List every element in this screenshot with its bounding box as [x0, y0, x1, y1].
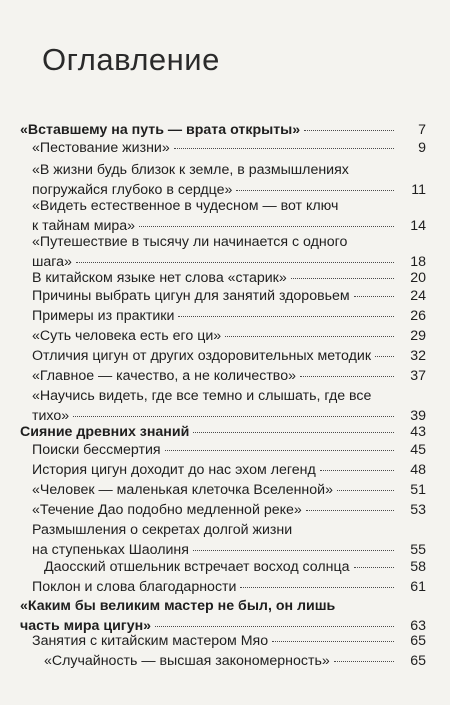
- toc-entry: [32, 500, 398, 520]
- toc-page-number: 51: [410, 482, 426, 498]
- dot-leader: [165, 450, 394, 451]
- toc-entry-title: «Вставшему на путь — врата открыты»: [20, 122, 301, 138]
- toc-page-number: 26: [410, 308, 426, 324]
- toc-entry: [32, 520, 398, 560]
- toc-entry-title: тихо»: [32, 408, 70, 424]
- toc-entry-title: «Течение Дао подобно медленной реке»: [32, 502, 302, 518]
- toc-entry: [32, 366, 398, 386]
- toc-page-number: 29: [410, 328, 426, 344]
- toc-entry-title: погружайся глубоко в сердце»: [32, 182, 233, 198]
- dot-leader: [300, 376, 394, 377]
- toc-entry-title: Примеры из практики: [32, 308, 175, 324]
- dot-leader: [320, 470, 394, 471]
- toc-entry: [20, 596, 398, 636]
- toc-entry: [32, 480, 398, 500]
- toc-entry-title: Сияние древних знаний: [20, 424, 190, 440]
- toc-entry-title: часть мира цигун»: [20, 618, 152, 634]
- dot-leader: [236, 190, 394, 191]
- toc-page-number: 39: [410, 408, 426, 424]
- toc-entry-title: на ступеньках Шаолиня: [32, 542, 189, 558]
- toc-entry: [32, 440, 398, 460]
- toc-page-number: 58: [410, 559, 426, 575]
- toc-entry: [32, 631, 398, 651]
- toc-entry: [32, 268, 398, 288]
- toc-entry-title: В китайском языке нет слова «старик»: [32, 270, 287, 286]
- dot-leader: [272, 641, 394, 642]
- dot-leader: [193, 432, 394, 433]
- toc-entry-title: Занятия с китайским мастером Мяо: [32, 633, 269, 649]
- toc-entry: [32, 460, 398, 480]
- toc-entry-title: «Главное — качество, а не количество»: [32, 368, 296, 384]
- dot-leader: [375, 356, 394, 357]
- toc-page-number: 45: [410, 442, 426, 458]
- toc-entry-title: «Случайность — высшая закономерность»: [44, 653, 330, 669]
- dot-leader: [304, 130, 394, 131]
- dot-leader: [354, 296, 394, 297]
- toc-entry: [44, 651, 398, 671]
- toc-entry: [32, 196, 398, 236]
- toc-page-number: 65: [410, 653, 426, 669]
- toc-page-number: 65: [410, 633, 426, 649]
- toc-entry: [20, 120, 398, 140]
- toc-entry-title: «В жизни будь близок к земле, в размышлениях: [32, 162, 349, 178]
- dot-leader: [139, 226, 394, 227]
- toc-entry-title: Причины выбрать цигун для занятий здоровьем: [32, 288, 350, 304]
- toc-page-number: 61: [410, 579, 426, 595]
- toc-entry: [20, 422, 398, 442]
- dot-leader: [73, 416, 394, 417]
- toc-entry: [32, 286, 398, 306]
- toc-page-number: 11: [411, 182, 426, 198]
- dot-leader: [76, 262, 394, 263]
- toc-entry-title: «Каким бы великим мастер не был, он лишь: [20, 598, 336, 614]
- toc-page-number: 24: [410, 288, 426, 304]
- toc-entry: [32, 326, 398, 346]
- toc-entry-title: «Научись видеть, где все темно и слышать, где все: [32, 388, 372, 404]
- toc-page-number: 7: [418, 122, 426, 138]
- page-title: Оглавление: [42, 42, 220, 77]
- toc-entry-title: к тайнам мира»: [32, 218, 136, 234]
- toc-page-number: 37: [410, 368, 426, 384]
- toc-entry-title: шага»: [32, 254, 72, 270]
- toc-entry-title: Размышления о секретах долгой жизни: [32, 522, 293, 538]
- dot-leader: [334, 661, 394, 662]
- toc-page-number: 48: [410, 462, 426, 478]
- dot-leader: [155, 626, 394, 627]
- toc-entry-title: «Человек — маленькая клеточка Вселенной»: [32, 482, 333, 498]
- toc-page-number: 63: [410, 618, 426, 634]
- toc-entry: [32, 306, 398, 326]
- dot-leader: [174, 148, 394, 149]
- toc-entry-title: «Пестование жизни»: [32, 140, 170, 156]
- toc-entry-title: История цигун доходит до нас эхом легенд: [32, 462, 316, 478]
- toc-page-number: 32: [410, 348, 426, 364]
- dot-leader: [240, 587, 394, 588]
- toc-entry: [32, 138, 398, 158]
- dot-leader: [178, 316, 394, 317]
- toc-page-number: 55: [410, 542, 426, 558]
- dot-leader: [337, 490, 394, 491]
- toc-page-number: 43: [410, 424, 426, 440]
- dot-leader: [354, 567, 394, 568]
- toc-page-number: 53: [410, 502, 426, 518]
- toc-entry-title: «Суть человека есть его ци»: [32, 328, 222, 344]
- toc-entry-title: Поиски бессмертия: [32, 442, 161, 458]
- toc-entry: [32, 577, 398, 597]
- toc-entry-title: Отличия цигун от других оздоровительных методик: [32, 348, 372, 364]
- toc-entry: [32, 232, 398, 272]
- toc-page-number: 18: [410, 254, 426, 270]
- dot-leader: [193, 550, 394, 551]
- toc-entry-title: «Путешествие в тысячу ли начинается с одного: [32, 234, 348, 250]
- toc-page-number: 14: [410, 218, 426, 234]
- toc-entry-title: Даосский отшельник встречает восход солнца: [44, 559, 350, 575]
- toc-page-number: 20: [410, 270, 426, 286]
- toc-page-number: 9: [418, 140, 426, 156]
- toc-entry: [32, 160, 398, 200]
- dot-leader: [225, 336, 394, 337]
- toc-entry-title: Поклон и слова благодарности: [32, 579, 237, 595]
- toc-entry: [44, 557, 398, 577]
- toc-entry-title: «Видеть естественное в чудесном — вот ключ: [32, 198, 339, 214]
- toc-entry: [32, 386, 398, 426]
- toc-entry: [32, 346, 398, 366]
- dot-leader: [306, 510, 394, 511]
- dot-leader: [291, 278, 394, 279]
